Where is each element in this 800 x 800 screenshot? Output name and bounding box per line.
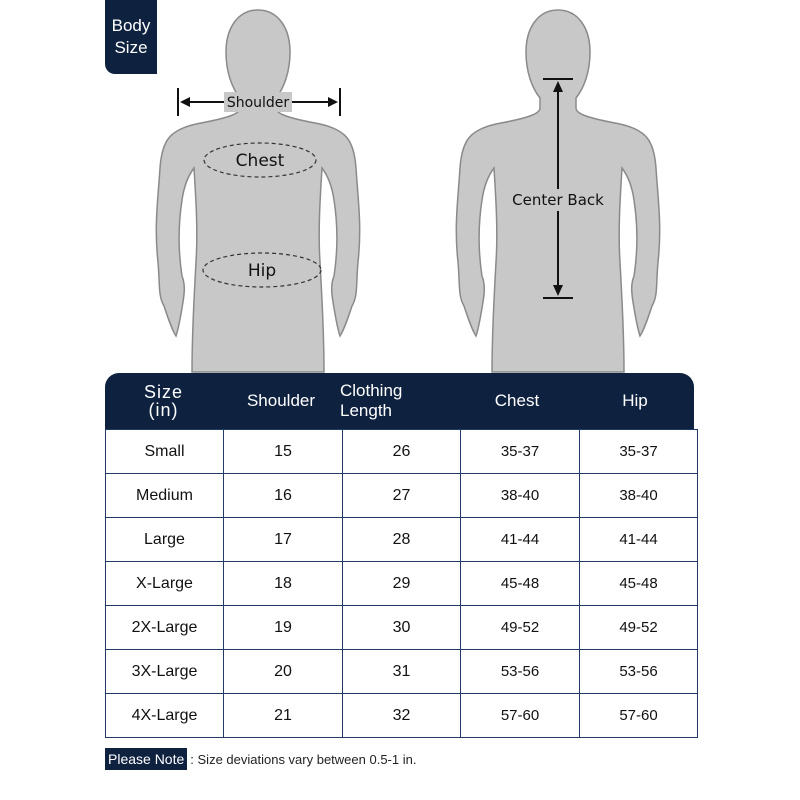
- clothing-length-cell: 27: [343, 474, 461, 518]
- chest-cell: 49-52: [461, 606, 580, 650]
- header-size: [105, 373, 222, 429]
- clothing-length-cell: 28: [343, 518, 461, 562]
- chest-cell: 45-48: [461, 562, 580, 606]
- table-row: [106, 606, 698, 650]
- shoulder-label: Shoulder: [226, 95, 290, 111]
- hip-label: Hip: [247, 261, 277, 281]
- hip-cell: 45-48: [580, 562, 698, 606]
- size-table-body: [105, 429, 698, 738]
- hip-cell: 35-37: [580, 430, 698, 474]
- header-size-line-1: Size: [143, 382, 183, 402]
- header-hip: Hip: [622, 391, 648, 410]
- clothing-length-cell: 32: [343, 694, 461, 738]
- size-chart-table: [105, 373, 694, 738]
- clothing-length-cell: 30: [343, 606, 461, 650]
- size-cell: X-Large: [106, 562, 224, 606]
- shoulder-cell: 19: [224, 606, 343, 650]
- hip-cell: 53-56: [580, 650, 698, 694]
- shoulder-cell: 16: [224, 474, 343, 518]
- please-note: [105, 748, 416, 770]
- table-header: [105, 373, 694, 429]
- table-row: [106, 562, 698, 606]
- badge-line-2: Size: [114, 38, 148, 57]
- table-row: [106, 430, 698, 474]
- chest-cell: 53-56: [461, 650, 580, 694]
- header-clothing-length: Clothing Length: [340, 381, 403, 420]
- chest-cell: 38-40: [461, 474, 580, 518]
- shoulder-cell: 18: [224, 562, 343, 606]
- clothing-length-cell: 26: [343, 430, 461, 474]
- chest-cell: 35-37: [461, 430, 580, 474]
- shoulder-cell: 21: [224, 694, 343, 738]
- hip-cell: 41-44: [580, 518, 698, 562]
- size-cell: 2X-Large: [106, 606, 224, 650]
- clothing-length-cell: 29: [343, 562, 461, 606]
- chest-cell: 41-44: [461, 518, 580, 562]
- header-size-line-2: (in): [148, 400, 179, 420]
- table-row: [106, 694, 698, 738]
- shoulder-cell: 15: [224, 430, 343, 474]
- hip-cell: 57-60: [580, 694, 698, 738]
- clothing-length-cell: 31: [343, 650, 461, 694]
- chest-label: Chest: [235, 151, 285, 171]
- size-cell: 4X-Large: [106, 694, 224, 738]
- size-cell: Large: [106, 518, 224, 562]
- front-body-figure: [156, 10, 359, 372]
- table-row: [106, 650, 698, 694]
- shoulder-cell: 17: [224, 518, 343, 562]
- chest-cell: 57-60: [461, 694, 580, 738]
- please-note-text: : Size deviations vary between 0.5-1 in.: [190, 751, 417, 767]
- header-shoulder: Shoulder: [246, 391, 316, 410]
- size-cell: Small: [106, 430, 224, 474]
- header-chest: Chest: [494, 391, 540, 410]
- size-cell: 3X-Large: [106, 650, 224, 694]
- center-back-label: Center Back: [512, 191, 604, 209]
- table-row: [106, 474, 698, 518]
- size-cell: Medium: [106, 474, 224, 518]
- table-row: [106, 518, 698, 562]
- please-note-tag: Please Note: [105, 748, 187, 770]
- badge-line-1: Body: [111, 16, 151, 35]
- shoulder-cell: 20: [224, 650, 343, 694]
- hip-cell: 49-52: [580, 606, 698, 650]
- hip-cell: 38-40: [580, 474, 698, 518]
